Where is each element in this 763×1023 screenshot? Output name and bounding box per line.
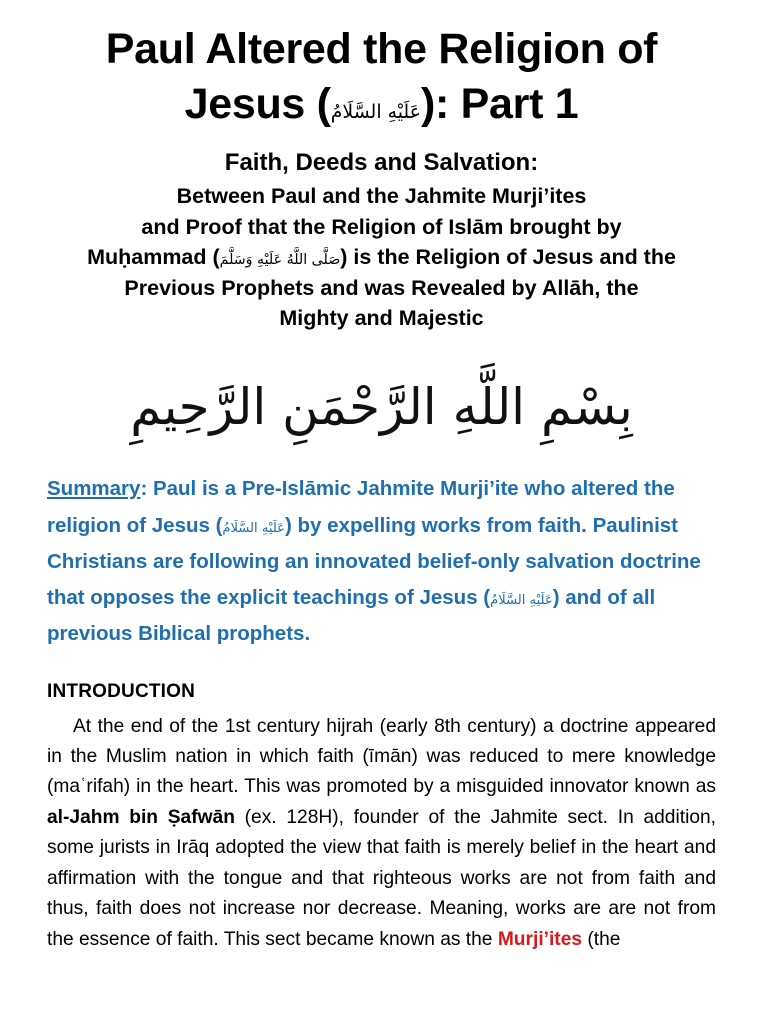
subtitle-line-3-suffix: ) is the Religion of Jesus and the — [340, 245, 676, 270]
arabic-honorific-alayhi-salam-icon: عَلَيْهِ السَّلَامُ — [490, 593, 553, 609]
summary-label: Summary — [47, 477, 141, 501]
basmalah-block — [47, 334, 716, 448]
subtitle-line-4: Previous Prophets and was Revealed by Allāh, the — [124, 275, 639, 300]
intro-segment-3: (the — [582, 928, 621, 950]
subtitle-line-3 — [47, 242, 716, 273]
summary-paragraph — [47, 447, 716, 652]
subtitle-line-5: Mighty and Majestic — [279, 306, 484, 331]
subtitle-lead: Faith, Deeds and Salvation: — [224, 149, 539, 177]
intro-segment-2: (ex. 128H), founder of the Jahmite sect. In addition, some jurists in Irāq adopted the view that faith is merely belief in the heart and affirmation with the tongue and that righteous works are not from faith and thus, faith does not increase nor decrease. Meaning, works are are not from the essence of faith. This sect became known as the — [47, 806, 717, 950]
section-heading-introduction: INTRODUCTION — [47, 680, 196, 702]
title-line-2-prefix: Jesus ( — [184, 80, 331, 129]
arabic-honorific-sallallahu-alayhi-wasallam-icon: صَلَّى اللَّهُ عَلَيْهِ وَسَلَّمَ — [219, 252, 341, 269]
subtitle-line-1: Between Paul and the Jahmite Murji’ites — [176, 184, 587, 209]
arabic-honorific-alayhi-salam-icon: عَلَيْهِ السَّلَامُ — [330, 101, 421, 124]
summary-segment-2: ) by expelling works from faith. Paulinist Christians are following an innovated belief-only salvation doctrine that opposes the explicit teachings of Jesus ( — [47, 513, 701, 610]
summary-segment-1: : Paul is a Pre-Islāmic Jahmite Murji’ite who altered the religion of Jesus ( — [47, 477, 675, 537]
subtitle-line-2: and Proof that the Religion of Islām brought by — [141, 214, 622, 239]
intro-bold-name: al-Jahm bin Ṣafwān — [47, 806, 235, 828]
subtitle-line-3-prefix: Muḥammad ( — [87, 245, 220, 270]
title-line-1: Paul Altered the Religion of — [105, 25, 658, 73]
page-title — [47, 0, 716, 132]
subtitle — [47, 132, 716, 334]
arabic-honorific-alayhi-salam-icon: عَلَيْهِ السَّلَامُ — [222, 520, 286, 536]
summary-segment-3: ) and of all previous Biblical prophets. — [47, 586, 656, 646]
basmalah-calligraphy: بِسْمِ اللَّهِ الرَّحْمَنِ الرَّحِيمِ — [130, 377, 633, 436]
title-line-2-suffix: ): Part 1 — [420, 80, 579, 129]
introduction-paragraph — [47, 703, 716, 955]
intro-keyword-murjiites: Murji’ites — [497, 928, 583, 950]
intro-segment-1: At the end of the 1st century hijrah (early 8th century) a doctrine appeared in the Muslim nation in which faith (īmān) was reduced to mere knowledge (maʿrifah) in the heart. This was promoted by a misguided innovator known as — [47, 715, 716, 798]
